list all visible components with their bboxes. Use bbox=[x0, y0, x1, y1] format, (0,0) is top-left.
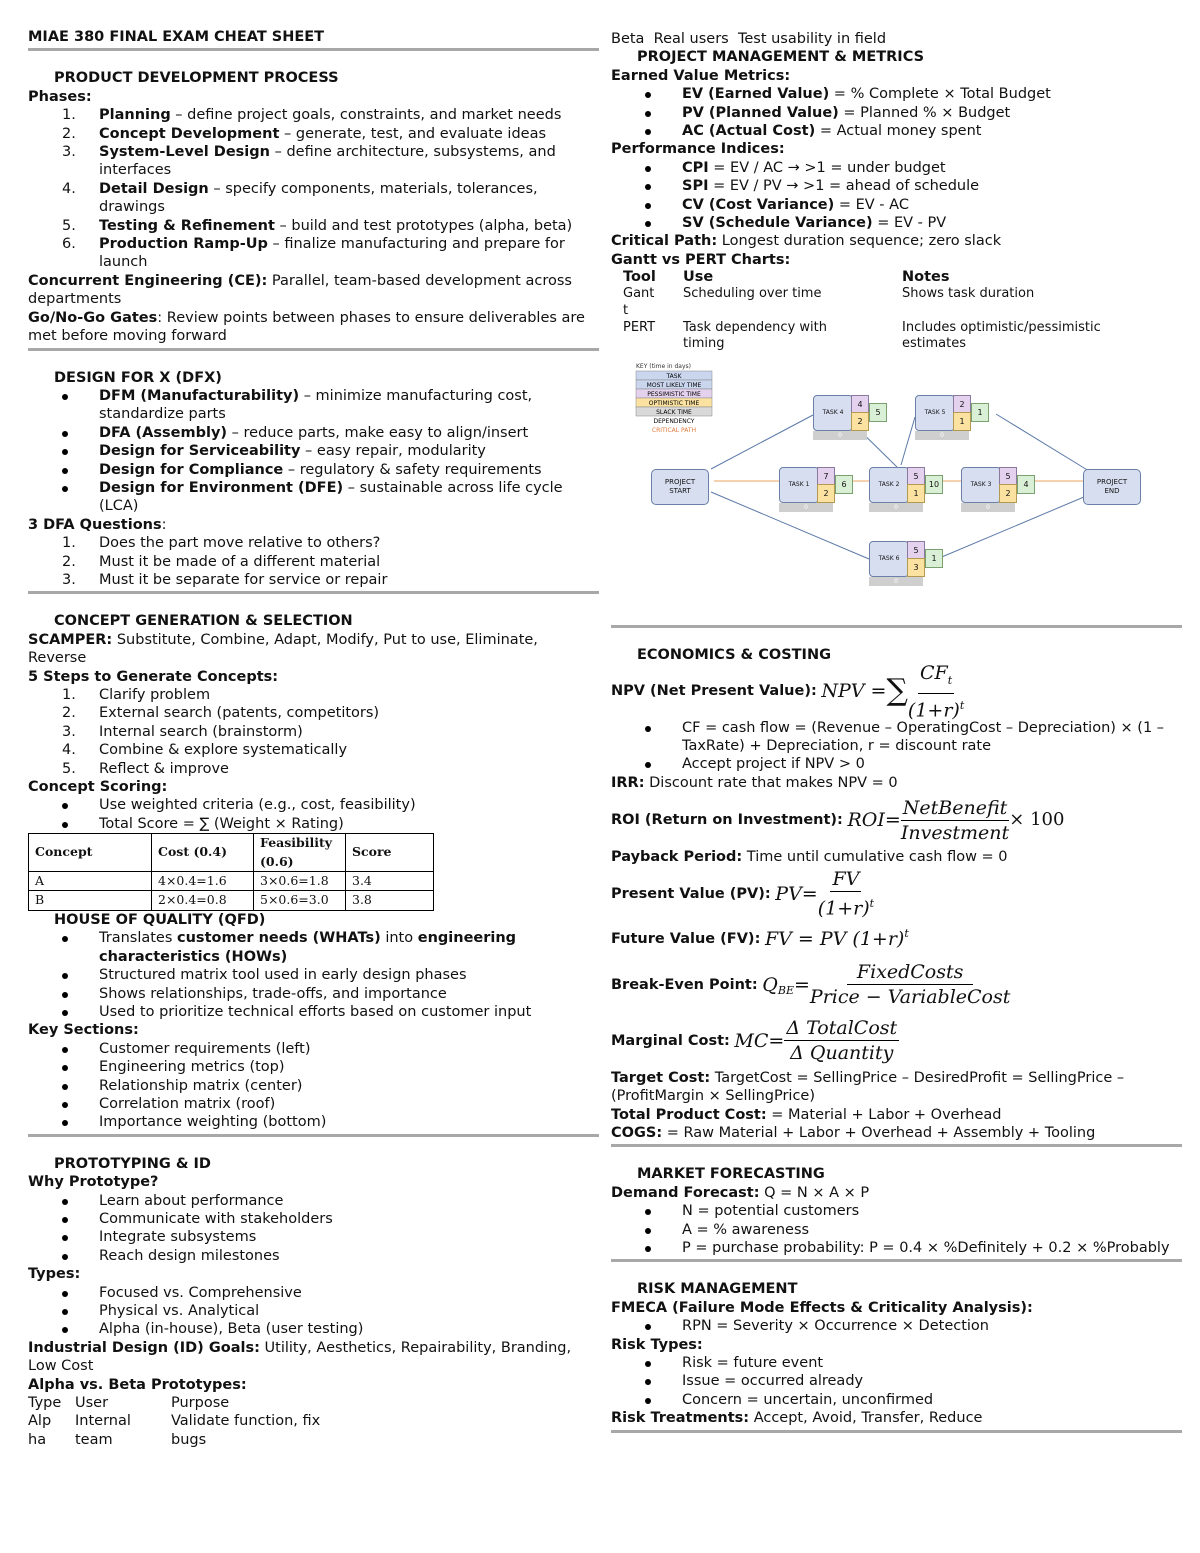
scoring-label: Concept Scoring: bbox=[28, 779, 168, 796]
bullet-icon bbox=[62, 449, 68, 455]
list-item: Design for Serviceability – easy repair, modularity bbox=[28, 442, 599, 460]
fv-line: Future Value (FV): FV = PV (1+r) $^t$ bbox=[611, 926, 909, 950]
list-item: 6. Production Ramp-Up – finalize manufacturing and prepare for launch bbox=[62, 236, 565, 271]
alpha-beta-label: Alpha vs. Beta Prototypes: bbox=[28, 1376, 247, 1393]
list-item: Reach design milestones bbox=[28, 1247, 599, 1265]
pert-task-pt: 5 bbox=[869, 403, 887, 422]
dfx-list bbox=[28, 387, 599, 516]
list-item: Issue = occurred already bbox=[611, 1372, 1182, 1390]
key-sections-list bbox=[28, 1040, 599, 1132]
table-cell: A bbox=[29, 872, 152, 891]
divider bbox=[611, 1430, 1182, 1433]
pert-task-slack: 0 bbox=[779, 503, 833, 512]
pert-task-label: TASK 4 bbox=[822, 409, 844, 417]
table-header-cell: Score bbox=[346, 834, 434, 872]
list-item: Physical vs. Analytical bbox=[28, 1302, 599, 1320]
table-cell: Alpha bbox=[28, 1413, 52, 1448]
pert-task-node bbox=[869, 541, 949, 587]
pert-task-slack: 0 bbox=[869, 503, 923, 512]
bullet-icon bbox=[62, 468, 68, 474]
pert-task-ml: 5 bbox=[907, 467, 925, 486]
list-item: Relationship matrix (center) bbox=[28, 1077, 599, 1095]
pert-task-pt: 4 bbox=[1017, 475, 1035, 494]
hoq-list bbox=[28, 929, 599, 1021]
section-title: ECONOMICS & COSTING bbox=[637, 647, 831, 664]
pert-task-box bbox=[813, 395, 853, 431]
pi-label: Performance Indices: bbox=[611, 141, 785, 158]
list-item: EV (Earned Value) = % Complete × Total Budget bbox=[611, 85, 1182, 103]
table-cell: Beta bbox=[611, 31, 645, 47]
section-title: MARKET FORECASTING bbox=[637, 1166, 825, 1183]
pert-start-label: PROJECT START bbox=[664, 478, 696, 496]
pert-task-pt: 1 bbox=[925, 549, 943, 568]
list-item: CF = cash flow = (Revenue – OperatingCost – Depreciation) × (1 – TaxRate) + Depreciation, r = discount rate bbox=[611, 719, 1182, 756]
pert-task-slack: 0 bbox=[915, 431, 969, 440]
bullet-icon bbox=[62, 1327, 68, 1333]
pv-line: Present Value (PV): PV = $\frac{FV}{(1+r)^t}$ bbox=[611, 868, 875, 920]
pert-task-ot: 2 bbox=[999, 484, 1017, 503]
risk-types-list bbox=[611, 1354, 1182, 1409]
market-list bbox=[611, 1202, 1182, 1257]
bullet-icon bbox=[645, 184, 651, 190]
bullet-icon bbox=[62, 1254, 68, 1260]
list-item: 4. Combine & explore systematically bbox=[62, 742, 348, 759]
pert-task-ot: 2 bbox=[817, 484, 835, 503]
cogs-line: COGS: = Raw Material + Labor + Overhead + Assembly + Tooling bbox=[611, 1124, 1096, 1141]
table-cell: Task dependency with timing bbox=[683, 319, 827, 352]
table-cell: Includes optimistic/pessimistic estimates bbox=[902, 319, 1101, 352]
bullet-icon bbox=[62, 1010, 68, 1016]
types-label: Types: bbox=[28, 1266, 81, 1283]
phases-label: Phases: bbox=[28, 88, 92, 105]
pert-task-node bbox=[813, 395, 893, 441]
pert-task-node bbox=[779, 467, 859, 513]
pert-task-ot: 1 bbox=[907, 484, 925, 503]
pi-list bbox=[611, 159, 1182, 233]
list-item: Use weighted criteria (e.g., cost, feasibility) bbox=[28, 796, 599, 814]
bullet-icon bbox=[62, 1047, 68, 1053]
table-cell: 2×0.4=0.8 bbox=[152, 891, 254, 910]
section-title: PROJECT MANAGEMENT & METRICS bbox=[637, 49, 925, 66]
bullet-icon bbox=[62, 1065, 68, 1071]
table-row bbox=[29, 891, 434, 910]
pert-diagram bbox=[611, 359, 1171, 599]
id-goals-line: Industrial Design (ID) Goals: Utility, Aesthetics, Repairability, Branding, Low Cost bbox=[28, 1339, 572, 1375]
demand-line: Demand Forecast: Q = N × A × P bbox=[611, 1184, 870, 1201]
svg-text:PESSIMISTIC TIME: PESSIMISTIC TIME bbox=[647, 391, 701, 399]
dfa-questions-label: 3 DFA Questions: bbox=[28, 516, 167, 533]
bullet-icon bbox=[645, 1228, 651, 1234]
table-header-cell: Type bbox=[28, 1395, 62, 1412]
pert-start-node bbox=[651, 469, 709, 505]
ev-label: Earned Value Metrics: bbox=[611, 67, 791, 84]
phases-list bbox=[28, 106, 599, 272]
section-market bbox=[611, 1165, 1182, 1257]
pert-task-label: TASK 6 bbox=[878, 555, 900, 563]
list-item: Concern = uncertain, unconfirmed bbox=[611, 1391, 1182, 1409]
section-title: PRODUCT DEVELOPMENT PROCESS bbox=[54, 70, 339, 87]
section-title: CONCEPT GENERATION & SELECTION bbox=[54, 613, 353, 630]
fmeca-label: FMECA (Failure Mode Effects & Criticality Analysis): bbox=[611, 1299, 1033, 1316]
bullet-icon bbox=[62, 486, 68, 492]
table-cell: PERT bbox=[623, 319, 656, 335]
table-header-cell: Tool bbox=[623, 269, 656, 286]
bullet-icon bbox=[645, 1379, 651, 1385]
page-title: MIAE 380 FINAL EXAM CHEAT SHEET bbox=[28, 29, 325, 45]
npv-line: NPV (Net Present Value): NPV = ∑ $\frac{CF_t}{(1+r)^t}$ bbox=[611, 662, 965, 722]
risk-types-label: Risk Types: bbox=[611, 1336, 703, 1353]
pert-task-ml: 7 bbox=[817, 467, 835, 486]
beta-row-continued bbox=[611, 30, 1182, 48]
fmeca-list bbox=[611, 1317, 1182, 1335]
gng-line: Go/No-Go Gates: Review points between phases to ensure deliverables are met before moving forward bbox=[28, 309, 585, 345]
list-item: Communicate with stakeholders bbox=[28, 1210, 599, 1228]
table-cell: Test usability in field bbox=[737, 31, 887, 47]
pert-key bbox=[636, 363, 712, 434]
bullet-icon bbox=[62, 1235, 68, 1241]
table-cell: Real users bbox=[653, 31, 729, 47]
pert-task-slack: 0 bbox=[869, 577, 923, 586]
why-label: Why Prototype? bbox=[28, 1174, 159, 1191]
table-cell: 3.8 bbox=[346, 891, 434, 910]
list-item: Structured matrix tool used in early design phases bbox=[28, 966, 599, 984]
pert-task-box bbox=[915, 395, 955, 431]
section-title: HOUSE OF QUALITY (QFD) bbox=[54, 911, 266, 928]
roi-line: ROI (Return on Investment): ROI = $\frac{\text{NetBenefit}}{\text{Investment}}$ × 100 bbox=[611, 796, 1065, 844]
pert-task-pt: 1 bbox=[971, 403, 989, 422]
bullet-icon bbox=[62, 973, 68, 979]
pert-task-node bbox=[869, 467, 949, 513]
list-item: Used to prioritize technical efforts based on customer input bbox=[28, 1003, 599, 1021]
list-item: RPN = Severity × Occurrence × Detection bbox=[611, 1317, 1182, 1335]
bullet-icon bbox=[645, 1361, 651, 1367]
pert-task-box bbox=[869, 541, 909, 577]
svg-text:TASK: TASK bbox=[666, 373, 682, 381]
list-item: 3. Internal search (brainstorm) bbox=[62, 723, 303, 740]
pert-task-label: TASK 1 bbox=[788, 481, 810, 489]
bullet-icon bbox=[62, 1291, 68, 1297]
section-title: DESIGN FOR X (DFX) bbox=[54, 369, 222, 386]
svg-text:DEPENDENCY: DEPENDENCY bbox=[653, 418, 695, 426]
bullet-icon bbox=[645, 1209, 651, 1215]
table-cell: Shows task duration bbox=[902, 286, 1035, 302]
pert-task-node bbox=[915, 395, 995, 441]
list-item: Translates customer needs (WHATs) into engineering characteristics (HOWs) bbox=[28, 929, 599, 966]
list-item: DFM (Manufacturability) – minimize manufacturing cost, standardize parts bbox=[28, 387, 599, 424]
marginal-cost-line: Marginal Cost: MC = $\frac{\text{Δ TotalCost}}{\text{Δ Quantity}}$ bbox=[611, 1017, 898, 1065]
pert-task-ml: 2 bbox=[953, 395, 971, 414]
list-item: Correlation matrix (roof) bbox=[28, 1095, 599, 1113]
bullet-icon bbox=[645, 166, 651, 172]
table-header-row bbox=[29, 834, 434, 872]
pert-task-ot: 3 bbox=[907, 558, 925, 577]
section-risk bbox=[611, 1280, 1182, 1427]
list-item: Design for Environment (DFE) – sustainable across life cycle (LCA) bbox=[28, 479, 599, 516]
section-title: PROTOTYPING & ID bbox=[54, 1155, 211, 1172]
table-cell: 3.4 bbox=[346, 872, 434, 891]
list-item: SV (Schedule Variance) = EV - PV bbox=[611, 214, 1182, 232]
pert-key-title: KEY (time in days) bbox=[636, 363, 691, 371]
table-header-cell: Purpose bbox=[171, 1395, 230, 1412]
bullet-icon bbox=[645, 1324, 651, 1330]
pert-task-label: TASK 2 bbox=[878, 481, 900, 489]
table-cell: Scheduling over time bbox=[683, 286, 822, 302]
pert-end-node bbox=[1083, 469, 1141, 505]
bullet-icon bbox=[645, 221, 651, 227]
pert-task-pt: 10 bbox=[925, 475, 943, 494]
risk-treatments-line: Risk Treatments: Accept, Avoid, Transfer, Reduce bbox=[611, 1410, 983, 1427]
svg-text:OPTIMISTIC TIME: OPTIMISTIC TIME bbox=[648, 400, 700, 408]
pert-task-ot: 2 bbox=[851, 412, 869, 431]
list-item: Customer requirements (left) bbox=[28, 1040, 599, 1058]
svg-text:CRITICAL PATH: CRITICAL PATH bbox=[651, 427, 697, 435]
npv-notes bbox=[611, 719, 1182, 774]
table-cell: B bbox=[29, 891, 152, 910]
list-item: Risk = future event bbox=[611, 1354, 1182, 1372]
pert-task-label: TASK 3 bbox=[970, 481, 992, 489]
bullet-icon bbox=[62, 1199, 68, 1205]
list-item: 1. Does the part move relative to others? bbox=[62, 535, 381, 552]
ev-list bbox=[611, 85, 1182, 140]
list-item: Total Score = ∑ (Weight × Rating) bbox=[28, 815, 599, 833]
key-sections-label: Key Sections: bbox=[28, 1022, 139, 1039]
section-hoq bbox=[28, 911, 599, 1132]
pert-task-slack: 0 bbox=[813, 431, 867, 440]
list-item: 2. External search (patents, competitors) bbox=[62, 705, 380, 722]
svg-text:MOST LIKELY TIME: MOST LIKELY TIME bbox=[646, 382, 702, 390]
table-header-cell: Notes bbox=[902, 269, 950, 286]
table-header-cell: Use bbox=[683, 269, 714, 286]
bullet-icon bbox=[645, 726, 651, 732]
pert-task-box bbox=[779, 467, 819, 503]
svg-text:SLACK TIME: SLACK TIME bbox=[656, 409, 692, 417]
section-prototyping bbox=[28, 1155, 599, 1450]
pert-task-box bbox=[961, 467, 1001, 503]
concept-scoring-table bbox=[28, 833, 434, 911]
list-item: Integrate subsystems bbox=[28, 1228, 599, 1246]
list-item: 4. Detail Design – specify components, materials, tolerances, drawings bbox=[62, 180, 538, 216]
table-cell: Validate function, fix bugs bbox=[171, 1413, 321, 1448]
section-project-management bbox=[611, 48, 1182, 599]
pert-task-ml: 4 bbox=[851, 395, 869, 414]
list-item: AC (Actual Cost) = Actual money spent bbox=[611, 122, 1182, 140]
list-item: A = % awareness bbox=[611, 1221, 1182, 1239]
pert-task-node bbox=[961, 467, 1041, 513]
list-item: 5. Reflect & improve bbox=[62, 760, 229, 777]
list-item: P = purchase probability: P = 0.4 × %Definitely + 0.2 × %Probably bbox=[611, 1239, 1182, 1257]
break-even-line: Break-Even Point: Q $_{BE}$ = $\frac{\text{FixedCosts}}{\text{Price − VariableCost}}$ bbox=[611, 961, 1011, 1009]
bullet-icon bbox=[645, 92, 651, 98]
list-item: CPI = EV / AC → >1 = under budget bbox=[611, 159, 1182, 177]
section-economics bbox=[611, 646, 1182, 1142]
list-item: 1. Clarify problem bbox=[62, 687, 211, 703]
scamper-line: SCAMPER: Substitute, Combine, Adapt, Modify, Put to use, Eliminate, Reverse bbox=[28, 631, 538, 667]
steps-list bbox=[28, 686, 599, 778]
list-item: Learn about performance bbox=[28, 1192, 599, 1210]
right-column bbox=[611, 28, 1182, 1433]
gantt-pert-label: Gantt vs PERT Charts: bbox=[611, 251, 791, 268]
table-header-cell: User bbox=[75, 1395, 109, 1412]
gantt-pert-table bbox=[623, 269, 1182, 353]
table-cell: Gantt bbox=[623, 286, 655, 318]
section-title: RISK MANAGEMENT bbox=[637, 1281, 798, 1298]
bullet-icon bbox=[62, 992, 68, 998]
bullet-icon bbox=[645, 129, 651, 135]
pert-task-slack: 0 bbox=[961, 503, 1015, 512]
alpha-beta-table bbox=[28, 1394, 599, 1449]
steps-label: 5 Steps to Generate Concepts: bbox=[28, 668, 279, 685]
pert-task-ml: 5 bbox=[999, 467, 1017, 486]
section-dfx bbox=[28, 369, 599, 590]
table-header-cell: Cost (0.4) bbox=[152, 834, 254, 872]
target-cost-line: Target Cost: TargetCost = SellingPrice – DesiredProfit = SellingPrice – (ProfitMargin × SellingPrice) bbox=[611, 1069, 1125, 1105]
bullet-icon bbox=[645, 111, 651, 117]
bullet-icon bbox=[62, 1309, 68, 1315]
section-concept bbox=[28, 612, 599, 911]
list-item: CV (Cost Variance) = EV - AC bbox=[611, 196, 1182, 214]
total-cost-line: Total Product Cost: = Material + Labor + Overhead bbox=[611, 1106, 1002, 1123]
list-item: 3. System-Level Design – define architecture, subsystems, and interfaces bbox=[62, 144, 556, 179]
bullet-icon bbox=[62, 394, 68, 400]
why-list bbox=[28, 1192, 599, 1266]
table-cell: 5×0.6=3.0 bbox=[254, 891, 346, 910]
bullet-icon bbox=[62, 822, 68, 828]
bullet-icon bbox=[62, 1102, 68, 1108]
table-cell: 3×0.6=1.8 bbox=[254, 872, 346, 891]
table-row bbox=[29, 872, 434, 891]
left-column bbox=[28, 28, 599, 1449]
list-item: Alpha (in-house), Beta (user testing) bbox=[28, 1320, 599, 1338]
table-cell: Internal team bbox=[75, 1413, 131, 1448]
ce-line: Concurrent Engineering (CE): Parallel, team-based development across departments bbox=[28, 272, 572, 308]
payback-line: Payback Period: Time until cumulative cash flow = 0 bbox=[611, 849, 1008, 866]
bullet-icon bbox=[62, 431, 68, 437]
list-item: Accept project if NPV > 0 bbox=[611, 755, 1182, 773]
bullet-icon bbox=[645, 1398, 651, 1404]
scoring-list bbox=[28, 796, 599, 833]
table-header-cell: Concept bbox=[29, 834, 152, 872]
list-item: 2. Must it be made of a different material bbox=[62, 553, 381, 570]
list-item: SPI = EV / PV → >1 = ahead of schedule bbox=[611, 177, 1182, 195]
bullet-icon bbox=[62, 1084, 68, 1090]
list-item: 3. Must it be separate for service or repair bbox=[62, 571, 388, 588]
list-item: Engineering metrics (top) bbox=[28, 1058, 599, 1076]
bullet-icon bbox=[62, 1217, 68, 1223]
pert-task-ot: 1 bbox=[953, 412, 971, 431]
dfa-questions-list bbox=[28, 534, 599, 589]
irr-line: IRR: Discount rate that makes NPV = 0 bbox=[611, 774, 898, 791]
bullet-icon bbox=[62, 803, 68, 809]
table-cell: 4×0.4=1.6 bbox=[152, 872, 254, 891]
list-item: Focused vs. Comprehensive bbox=[28, 1284, 599, 1302]
pert-end-label: PROJECT END bbox=[1096, 478, 1128, 496]
bullet-icon bbox=[645, 762, 651, 768]
critical-path-line: Critical Path: Longest duration sequence; zero slack bbox=[611, 233, 1002, 250]
pert-task-label: TASK 5 bbox=[924, 409, 946, 417]
list-item: PV (Planned Value) = Planned % × Budget bbox=[611, 104, 1182, 122]
list-item: 2. Concept Development – generate, test, and evaluate ideas bbox=[62, 125, 547, 142]
section-product-development bbox=[28, 69, 599, 345]
bullet-icon bbox=[62, 936, 68, 942]
list-item: N = potential customers bbox=[611, 1202, 1182, 1220]
bullet-icon bbox=[645, 1246, 651, 1252]
list-item: Shows relationships, trade-offs, and importance bbox=[28, 985, 599, 1003]
list-item: DFA (Assembly) – reduce parts, make easy to align/insert bbox=[28, 424, 599, 442]
pert-task-ml: 5 bbox=[907, 541, 925, 560]
table-header-cell: Feasibility (0.6) bbox=[254, 834, 346, 872]
pert-task-box bbox=[869, 467, 909, 503]
list-item: Design for Compliance – regulatory & safety requirements bbox=[28, 461, 599, 479]
list-item: Importance weighting (bottom) bbox=[28, 1113, 599, 1131]
list-item: 5. Testing & Refinement – build and test prototypes (alpha, beta) bbox=[62, 217, 573, 234]
bullet-icon bbox=[645, 203, 651, 209]
types-list bbox=[28, 1284, 599, 1339]
list-item: 1. Planning – define project goals, constraints, and market needs bbox=[62, 107, 562, 124]
bullet-icon bbox=[62, 1120, 68, 1126]
pert-task-pt: 6 bbox=[835, 475, 853, 494]
